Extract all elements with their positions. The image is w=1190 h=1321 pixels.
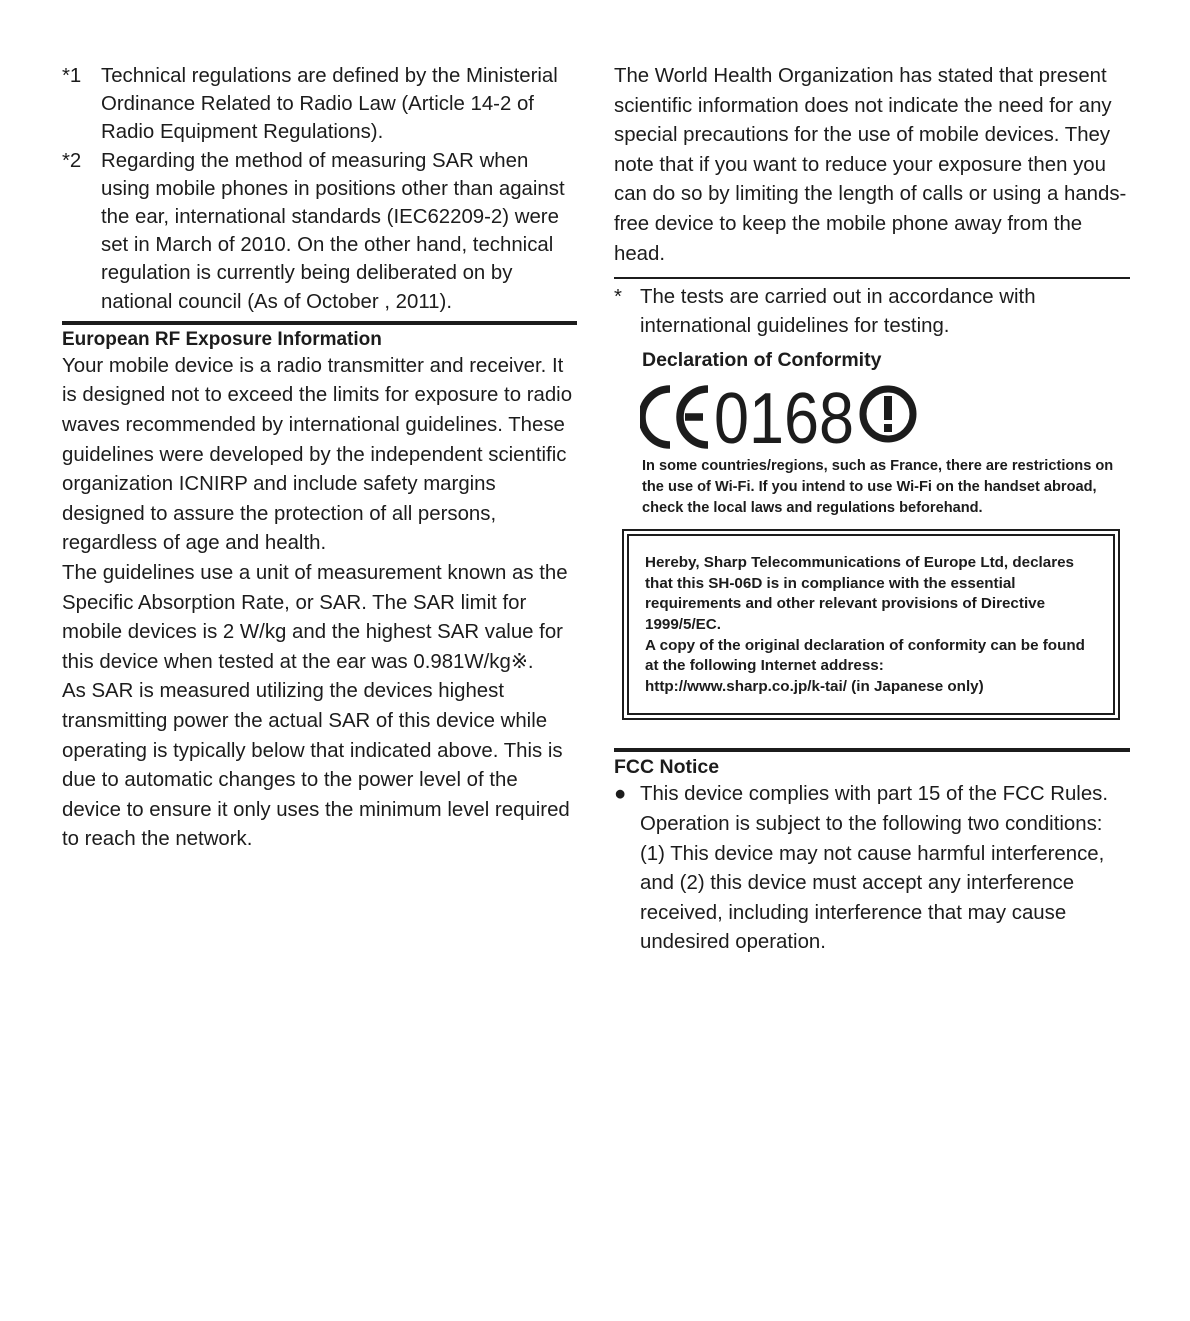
paragraph: Operation is subject to the following two conditions: [640, 812, 1103, 835]
section-divider [614, 277, 1130, 279]
paragraph: (1) This device may not cause harmful interference, and (2) this device must accept any interference received, including interference that may cause undesired operation. [640, 842, 1105, 954]
footnote-marker: *1 [62, 65, 82, 87]
declaration-line: Hereby, Sharp Telecommunications of Europe Ltd, declares that this SH-06D is in compliance with the essential requirements and other relevant provisions of Directive 1999/5/EC. [645, 554, 1075, 633]
left-column [62, 62, 577, 855]
footnote-text: Regarding the method of measuring SAR when using mobile phones in positions other than against the ear, international standards (IEC62209-2) were set in March of 2010. On the other hand, technical regulation is currently being deliberated on by national council (As of October , 2011). [101, 149, 565, 313]
fcc-notice-item [614, 780, 1130, 958]
note-text: The tests are carried out in accordance with international guidelines for testing. [640, 286, 1036, 337]
right-column [614, 62, 1130, 958]
note-marker: * [614, 286, 622, 309]
european-rf-body [62, 352, 577, 855]
ce-number: 0168 [714, 383, 854, 452]
paragraph: Your mobile device is a radio transmitter and receiver. It is designed not to exceed the limits for exposure to radio waves recommended by international guidelines. These guidelines were developed by the independent scientific organization ICNIRP and include safety margins designed to assure the protection of all persons, regardless of age and health. [62, 354, 573, 555]
fcc-heading: FCC Notice [614, 756, 720, 779]
paragraph: As SAR is measured utilizing the devices highest transmitting power the actual SAR of this device while operating is typically below that indicated above. This is due to automatic changes to the power level of the device to ensure it only uses the minimum level required to reach the network. [62, 680, 570, 851]
european-rf-heading: European RF Exposure Information [62, 328, 382, 350]
fcc-notice-text [640, 780, 1130, 958]
who-statement: The World Health Organization has stated that present scientific information does not indicate the need for any special precautions for the use of mobile devices. They note that if you want to reduce your exposure then you can do so by limiting the length of calls or using a hands-free device to keep the mobile phone away from the head. [614, 65, 1127, 265]
declaration-line: A copy of the original declaration of conformity can be found at the following Internet address: [645, 636, 1085, 675]
wifi-restriction-note: In some countries/regions, such as France, there are restrictions on the use of Wi-Fi. If you intend to use Wi-Fi on the handset abroad, check the local laws and regulations beforehand. [642, 458, 1114, 517]
footnote-marker: *2 [62, 149, 82, 172]
footnote-text: Technical regulations are defined by the Ministerial Ordinance Related to Radio Law (Article 14-2 of Radio Equipment Regulations). [101, 65, 558, 144]
declaration-url: http://www.sharp.co.jp/k-tai/ (in Japanese only) [645, 677, 984, 695]
bullet-icon: ● [614, 783, 627, 806]
footnote-1 [62, 62, 577, 147]
paragraph: This device complies with part 15 of the FCC Rules. [640, 783, 1109, 806]
tests-note [614, 283, 1130, 340]
ce-marking [640, 382, 1130, 452]
declaration-heading: Declaration of Conformity [642, 349, 882, 372]
alert-icon [863, 389, 913, 439]
paragraph: The guidelines use a unit of measurement known as the Specific Absorption Rate, or SAR. The SAR limit for mobile devices is 2 W/kg and the highest SAR value for this device when tested at the ear was 0.981W/kg※. [62, 561, 568, 673]
declaration-box-inner [627, 534, 1115, 715]
section-divider [614, 748, 1130, 752]
declaration-box [622, 529, 1120, 720]
footnote-2 [62, 147, 577, 316]
ce-mark-logo [640, 383, 930, 451]
section-divider [62, 321, 577, 325]
